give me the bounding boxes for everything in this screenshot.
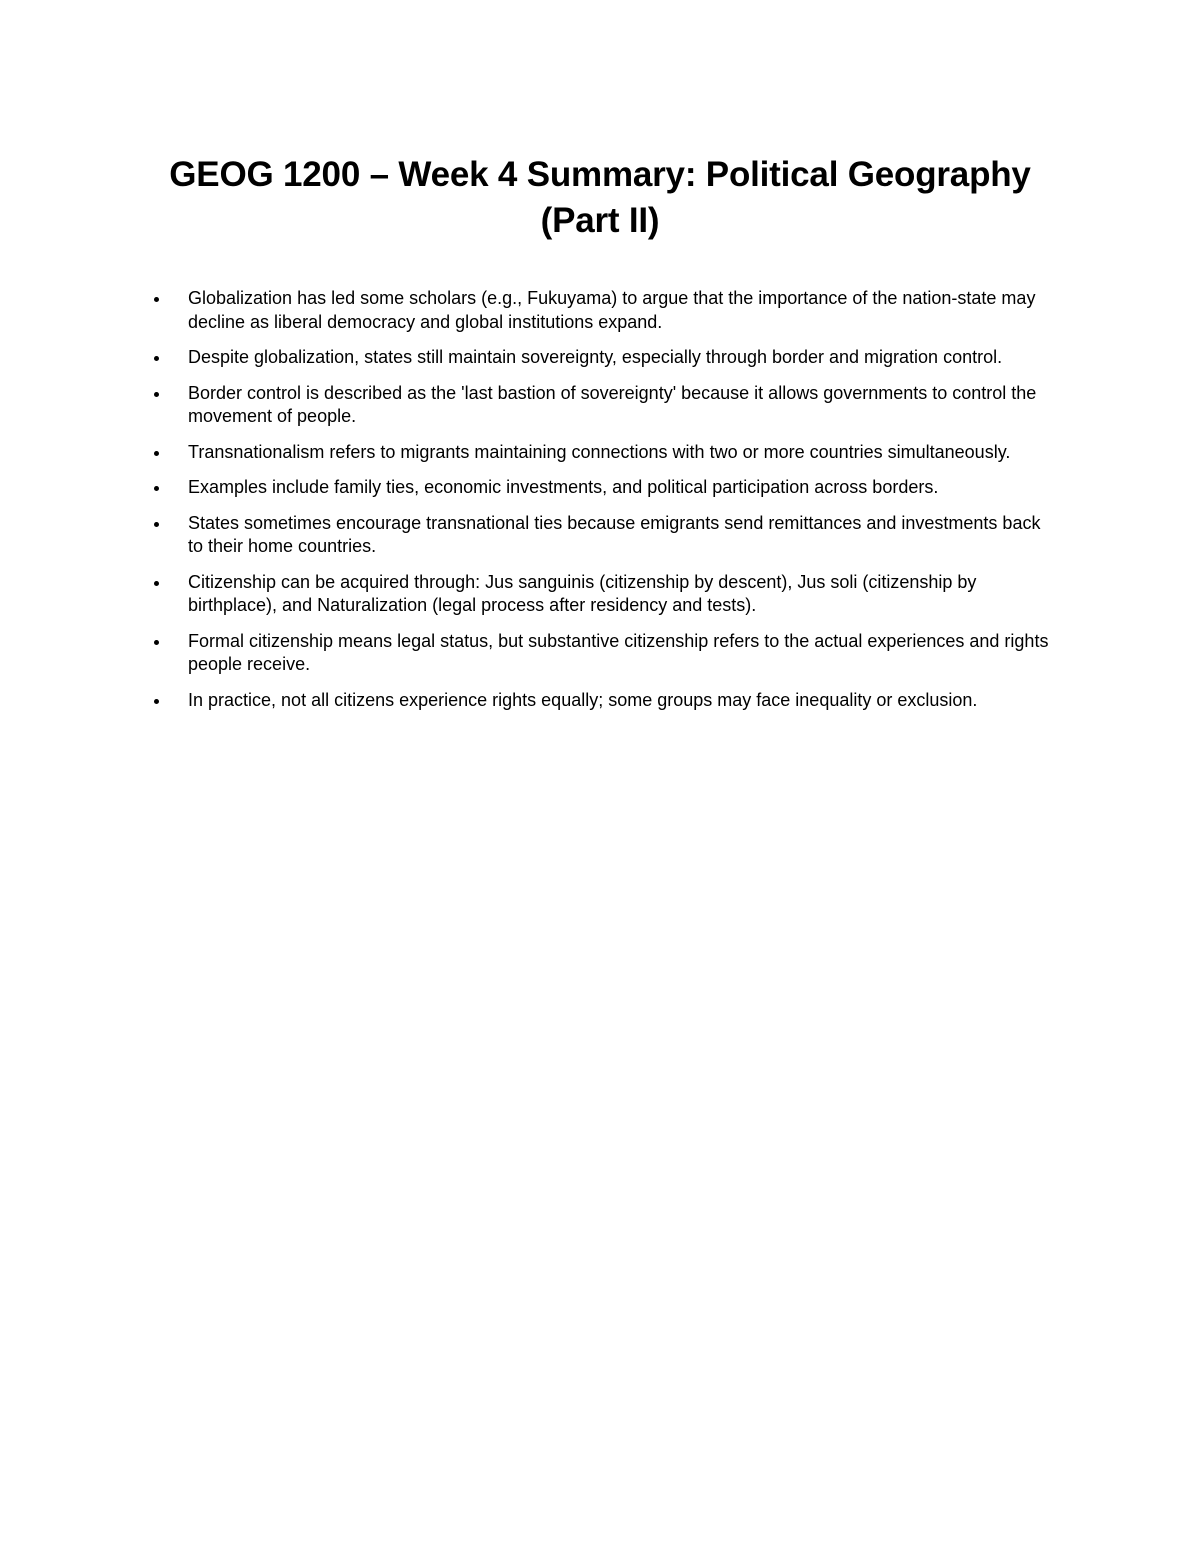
- list-item: [152, 476, 1052, 500]
- page-title: GEOG 1200 – Week 4 Summary: Political Geography (Part II): [169, 155, 1031, 240]
- bullet-icon: [154, 522, 159, 527]
- bullet-icon: [154, 392, 159, 397]
- bullet-icon: [154, 581, 159, 586]
- list-item-text: Despite globalization, states still maintain sovereignty, especially through border and migration control.: [188, 347, 1003, 367]
- list-item: [152, 571, 1052, 618]
- bullet-icon: [154, 297, 159, 302]
- list-item-text: Citizenship can be acquired through: Jus sanguinis (citizenship by descent), Jus soli (citizenship by birthplace), and Naturalization (legal process after residency and tests).: [188, 571, 977, 615]
- bullet-icon: [154, 451, 159, 456]
- list-item-text: Globalization has led some scholars (e.g., Fukuyama) to argue that the importance of the nation-state may decline as liberal democracy and global institutions expand.: [188, 288, 1036, 332]
- bullet-icon: [154, 699, 159, 704]
- bullet-icon: [154, 640, 159, 645]
- list-item: [152, 689, 1052, 713]
- list-item-text: Transnationalism refers to migrants maintaining connections with two or more countries simultaneously.: [188, 441, 1011, 462]
- list-item: [152, 382, 1052, 429]
- list-item-text: Formal citizenship means legal status, but substantive citizenship refers to the actual experiences and rights people receive.: [188, 630, 1049, 674]
- list-item: [152, 346, 1052, 370]
- list-item-text: In practice, not all citizens experience rights equally; some groups may face inequality or exclusion.: [188, 689, 978, 710]
- list-item: [152, 630, 1052, 677]
- list-item: [152, 287, 1052, 334]
- bullet-icon: [154, 356, 159, 361]
- list-item: [152, 512, 1052, 559]
- list-item-text: States sometimes encourage transnational ties because emigrants send remittances and investments back to their home countries.: [188, 512, 1041, 556]
- bullet-list: [152, 287, 1052, 724]
- list-item: [152, 441, 1052, 465]
- list-item-text: Border control is described as the 'last bastion of sovereignty' because it allows governments to control the movement of people.: [188, 382, 1037, 426]
- list-item-text: Examples include family ties, economic investments, and political participation across borders.: [188, 477, 939, 497]
- bullet-icon: [154, 486, 159, 491]
